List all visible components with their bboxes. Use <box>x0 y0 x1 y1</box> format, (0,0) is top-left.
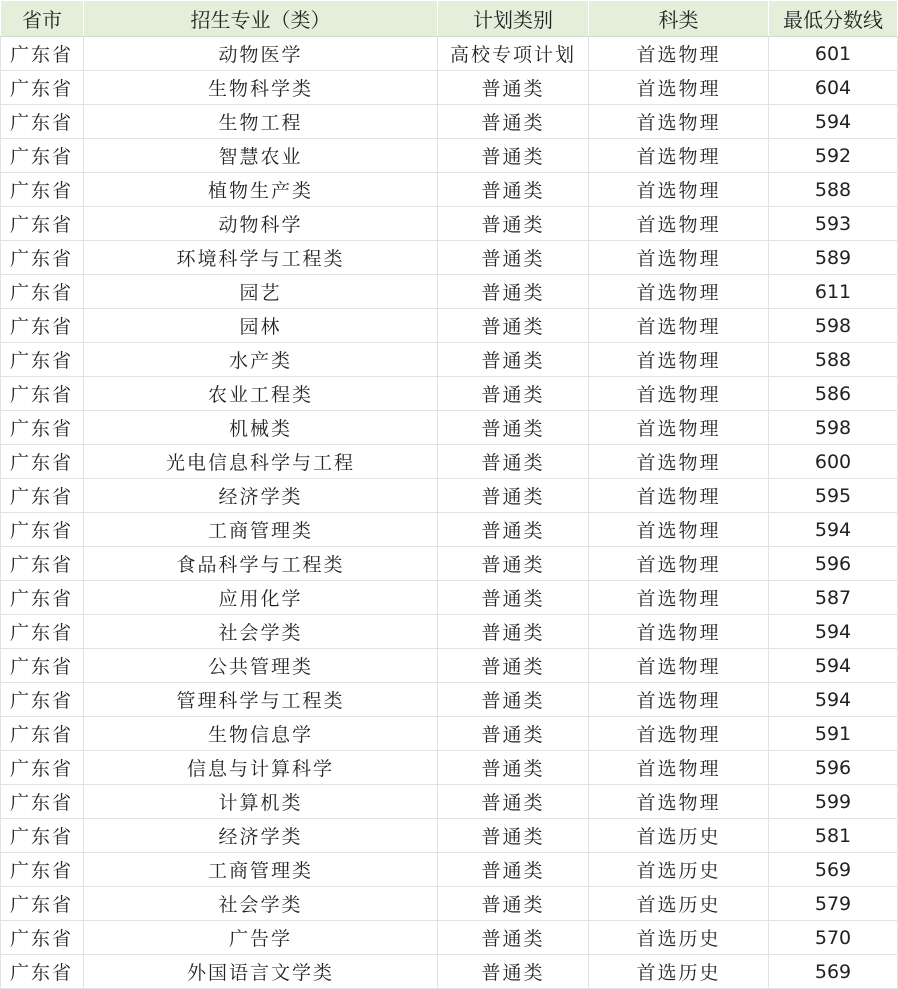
subject-cell: 首选物理 <box>589 615 769 649</box>
min-score-cell: 601 <box>769 37 898 71</box>
subject-cell: 首选物理 <box>589 547 769 581</box>
plan-type-cell: 普通类 <box>438 921 589 955</box>
min-score-cell: 598 <box>769 411 898 445</box>
province-cell: 广东省 <box>1 411 84 445</box>
table-row <box>1 615 898 649</box>
table-row <box>1 853 898 887</box>
min-score-cell: 569 <box>769 955 898 989</box>
province-cell: 广东省 <box>1 955 84 989</box>
header-plan-type: 计划类别 <box>438 1 589 37</box>
major-cell: 生物科学类 <box>84 71 438 105</box>
min-score-cell: 594 <box>769 649 898 683</box>
min-score-cell: 593 <box>769 207 898 241</box>
subject-cell: 首选物理 <box>589 513 769 547</box>
major-cell: 社会学类 <box>84 615 438 649</box>
subject-cell: 首选物理 <box>589 343 769 377</box>
table-row <box>1 547 898 581</box>
table-row <box>1 683 898 717</box>
province-cell: 广东省 <box>1 683 84 717</box>
major-cell: 应用化学 <box>84 581 438 615</box>
subject-cell: 首选物理 <box>589 139 769 173</box>
subject-cell: 首选物理 <box>589 785 769 819</box>
min-score-cell: 598 <box>769 309 898 343</box>
major-cell: 广告学 <box>84 921 438 955</box>
table-row <box>1 71 898 105</box>
province-cell: 广东省 <box>1 751 84 785</box>
min-score-cell: 594 <box>769 615 898 649</box>
min-score-cell: 596 <box>769 547 898 581</box>
header-min-score: 最低分数线 <box>769 1 898 37</box>
province-cell: 广东省 <box>1 275 84 309</box>
province-cell: 广东省 <box>1 717 84 751</box>
plan-type-cell: 普通类 <box>438 207 589 241</box>
major-cell: 光电信息科学与工程 <box>84 445 438 479</box>
table-row <box>1 581 898 615</box>
table-row <box>1 139 898 173</box>
subject-cell: 首选物理 <box>589 445 769 479</box>
province-cell: 广东省 <box>1 377 84 411</box>
min-score-cell: 599 <box>769 785 898 819</box>
min-score-cell: 594 <box>769 105 898 139</box>
min-score-cell: 588 <box>769 173 898 207</box>
province-cell: 广东省 <box>1 513 84 547</box>
province-cell: 广东省 <box>1 547 84 581</box>
table-row <box>1 445 898 479</box>
table-row <box>1 649 898 683</box>
table-row <box>1 309 898 343</box>
major-cell: 动物科学 <box>84 207 438 241</box>
table-row <box>1 105 898 139</box>
plan-type-cell: 普通类 <box>438 955 589 989</box>
subject-cell: 首选物理 <box>589 649 769 683</box>
major-cell: 机械类 <box>84 411 438 445</box>
subject-cell: 首选物理 <box>589 411 769 445</box>
table-row <box>1 207 898 241</box>
province-cell: 广东省 <box>1 853 84 887</box>
major-cell: 食品科学与工程类 <box>84 547 438 581</box>
plan-type-cell: 普通类 <box>438 853 589 887</box>
province-cell: 广东省 <box>1 445 84 479</box>
plan-type-cell: 普通类 <box>438 445 589 479</box>
plan-type-cell: 普通类 <box>438 581 589 615</box>
major-cell: 计算机类 <box>84 785 438 819</box>
table-row <box>1 275 898 309</box>
plan-type-cell: 普通类 <box>438 887 589 921</box>
subject-cell: 首选物理 <box>589 717 769 751</box>
table-header <box>1 1 898 37</box>
header-row <box>1 1 898 37</box>
plan-type-cell: 高校专项计划 <box>438 37 589 71</box>
subject-cell: 首选物理 <box>589 309 769 343</box>
major-cell: 公共管理类 <box>84 649 438 683</box>
province-cell: 广东省 <box>1 173 84 207</box>
province-cell: 广东省 <box>1 649 84 683</box>
header-major: 招生专业（类） <box>84 1 438 37</box>
subject-cell: 首选物理 <box>589 377 769 411</box>
subject-cell: 首选物理 <box>589 751 769 785</box>
plan-type-cell: 普通类 <box>438 275 589 309</box>
table-row <box>1 819 898 853</box>
major-cell: 工商管理类 <box>84 853 438 887</box>
subject-cell: 首选物理 <box>589 683 769 717</box>
table-row <box>1 955 898 989</box>
plan-type-cell: 普通类 <box>438 513 589 547</box>
subject-cell: 首选物理 <box>589 71 769 105</box>
plan-type-cell: 普通类 <box>438 547 589 581</box>
province-cell: 广东省 <box>1 921 84 955</box>
plan-type-cell: 普通类 <box>438 411 589 445</box>
province-cell: 广东省 <box>1 37 84 71</box>
min-score-cell: 586 <box>769 377 898 411</box>
major-cell: 智慧农业 <box>84 139 438 173</box>
min-score-cell: 570 <box>769 921 898 955</box>
province-cell: 广东省 <box>1 343 84 377</box>
major-cell: 生物信息学 <box>84 717 438 751</box>
province-cell: 广东省 <box>1 615 84 649</box>
table-row <box>1 785 898 819</box>
table-row <box>1 479 898 513</box>
min-score-cell: 604 <box>769 71 898 105</box>
table-row <box>1 921 898 955</box>
subject-cell: 首选历史 <box>589 853 769 887</box>
min-score-cell: 594 <box>769 513 898 547</box>
major-cell: 信息与计算科学 <box>84 751 438 785</box>
min-score-cell: 611 <box>769 275 898 309</box>
min-score-cell: 588 <box>769 343 898 377</box>
province-cell: 广东省 <box>1 207 84 241</box>
plan-type-cell: 普通类 <box>438 683 589 717</box>
province-cell: 广东省 <box>1 139 84 173</box>
subject-cell: 首选历史 <box>589 921 769 955</box>
subject-cell: 首选物理 <box>589 207 769 241</box>
province-cell: 广东省 <box>1 785 84 819</box>
header-province: 省市 <box>1 1 84 37</box>
major-cell: 动物医学 <box>84 37 438 71</box>
province-cell: 广东省 <box>1 819 84 853</box>
major-cell: 社会学类 <box>84 887 438 921</box>
table-row <box>1 173 898 207</box>
min-score-cell: 589 <box>769 241 898 275</box>
plan-type-cell: 普通类 <box>438 139 589 173</box>
plan-type-cell: 普通类 <box>438 819 589 853</box>
table-row <box>1 411 898 445</box>
province-cell: 广东省 <box>1 241 84 275</box>
min-score-cell: 581 <box>769 819 898 853</box>
min-score-cell: 594 <box>769 683 898 717</box>
plan-type-cell: 普通类 <box>438 343 589 377</box>
min-score-cell: 596 <box>769 751 898 785</box>
subject-cell: 首选物理 <box>589 241 769 275</box>
min-score-cell: 569 <box>769 853 898 887</box>
plan-type-cell: 普通类 <box>438 71 589 105</box>
subject-cell: 首选物理 <box>589 105 769 139</box>
header-subject: 科类 <box>589 1 769 37</box>
province-cell: 广东省 <box>1 71 84 105</box>
plan-type-cell: 普通类 <box>438 241 589 275</box>
major-cell: 园艺 <box>84 275 438 309</box>
major-cell: 园林 <box>84 309 438 343</box>
min-score-cell: 579 <box>769 887 898 921</box>
table-row <box>1 513 898 547</box>
major-cell: 经济学类 <box>84 479 438 513</box>
plan-type-cell: 普通类 <box>438 479 589 513</box>
major-cell: 生物工程 <box>84 105 438 139</box>
province-cell: 广东省 <box>1 887 84 921</box>
table-body <box>1 37 898 989</box>
subject-cell: 首选物理 <box>589 479 769 513</box>
plan-type-cell: 普通类 <box>438 173 589 207</box>
subject-cell: 首选物理 <box>589 37 769 71</box>
plan-type-cell: 普通类 <box>438 377 589 411</box>
plan-type-cell: 普通类 <box>438 105 589 139</box>
min-score-cell: 591 <box>769 717 898 751</box>
major-cell: 外国语言文学类 <box>84 955 438 989</box>
major-cell: 管理科学与工程类 <box>84 683 438 717</box>
subject-cell: 首选历史 <box>589 955 769 989</box>
province-cell: 广东省 <box>1 309 84 343</box>
province-cell: 广东省 <box>1 479 84 513</box>
subject-cell: 首选物理 <box>589 173 769 207</box>
subject-cell: 首选历史 <box>589 887 769 921</box>
major-cell: 经济学类 <box>84 819 438 853</box>
plan-type-cell: 普通类 <box>438 717 589 751</box>
major-cell: 农业工程类 <box>84 377 438 411</box>
province-cell: 广东省 <box>1 581 84 615</box>
subject-cell: 首选物理 <box>589 581 769 615</box>
table-row <box>1 343 898 377</box>
plan-type-cell: 普通类 <box>438 785 589 819</box>
min-score-cell: 595 <box>769 479 898 513</box>
table-row <box>1 887 898 921</box>
plan-type-cell: 普通类 <box>438 649 589 683</box>
subject-cell: 首选历史 <box>589 819 769 853</box>
min-score-cell: 592 <box>769 139 898 173</box>
table-row <box>1 377 898 411</box>
table-row <box>1 241 898 275</box>
table-row <box>1 751 898 785</box>
plan-type-cell: 普通类 <box>438 309 589 343</box>
plan-type-cell: 普通类 <box>438 751 589 785</box>
subject-cell: 首选物理 <box>589 275 769 309</box>
table-row <box>1 37 898 71</box>
major-cell: 植物生产类 <box>84 173 438 207</box>
province-cell: 广东省 <box>1 105 84 139</box>
table-row <box>1 717 898 751</box>
major-cell: 水产类 <box>84 343 438 377</box>
major-cell: 环境科学与工程类 <box>84 241 438 275</box>
min-score-cell: 587 <box>769 581 898 615</box>
plan-type-cell: 普通类 <box>438 615 589 649</box>
min-score-cell: 600 <box>769 445 898 479</box>
major-cell: 工商管理类 <box>84 513 438 547</box>
